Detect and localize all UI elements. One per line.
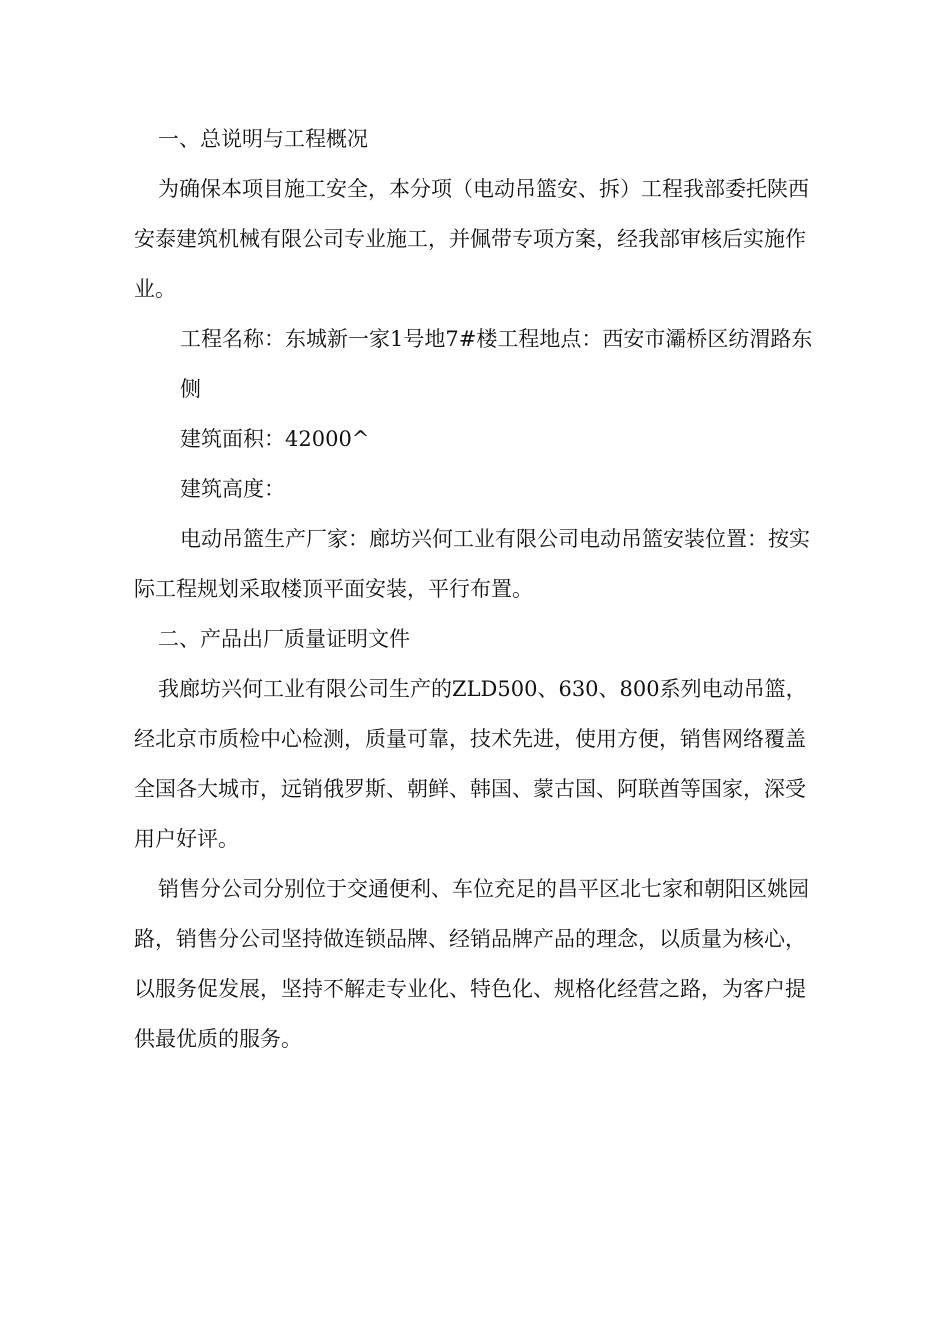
manufacturer-position: 电动吊篮生产厂家：廊坊兴何工业有限公司电动吊篮安装位置：按实际工程规划采取楼顶平面安装，平行布置。: [134, 527, 810, 601]
document-body: [134, 114, 814, 1064]
product-paragraph: 我廊坊兴何工业有限公司生产的ZLD500、630、800系列电动吊篮，经北京市质检中心检测，质量可靠，技术先进，使用方便，销售网络覆盖全国各大城市，远销俄罗斯、朝鲜、韩国、蒙古国、阿联酋等国家，深受用户好评。: [134, 677, 807, 851]
section-heading-quality-certificate: 二、产品出厂质量证明文件: [158, 627, 410, 651]
sales-paragraph: 销售分公司分别位于交通便利、车位充足的昌平区北七家和朝阳区姚园路，销售分公司坚持做连锁品牌、经销品牌产品的理念，以质量为核心，以服务促发展，坚持不解走专业化、特色化、规格化经营之路，为客户提供最优质的服务。: [134, 877, 809, 1051]
project-name-location: 工程名称：东城新一家1号地7#楼工程地点：西安市灞桥区纺渭路东侧: [180, 327, 813, 401]
section-heading-overview: 一、总说明与工程概况: [158, 127, 368, 151]
building-area: 建筑面积：42000^: [180, 427, 370, 451]
intro-paragraph: 为确保本项目施工安全，本分项（电动吊篮安、拆）工程我部委托陕西安泰建筑机械有限公司专业施工，并佩带专项方案，经我部审核后实施作业。: [134, 177, 809, 301]
building-height: 建筑高度：: [180, 477, 285, 501]
